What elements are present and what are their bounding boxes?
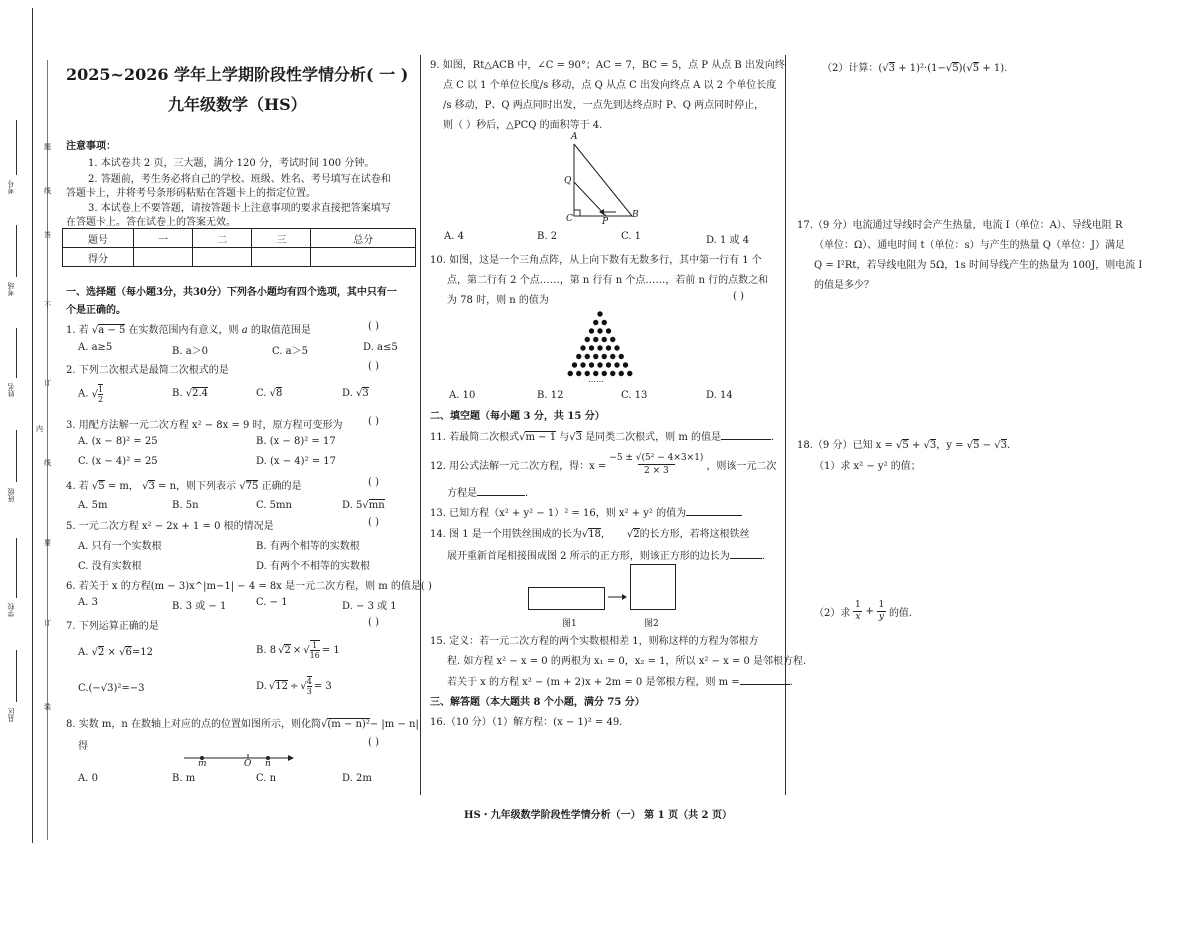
q9-label-p: P bbox=[602, 217, 609, 227]
q18-frac1-den: x bbox=[855, 612, 861, 622]
q7-d-div: ÷ bbox=[289, 680, 299, 692]
q16-part2-b: + 1)²·(1− bbox=[895, 63, 946, 74]
q10-line-2: 点，第二行有 2 个点……，第 n 行有 n 个点……，若前 n 行的点数之和 bbox=[447, 275, 769, 286]
q5-stem: 5. 一元二次方程 x² − 2x + 1 = 0 根的情况是 bbox=[66, 521, 274, 532]
q11-stem-c: 是同类二次根式，则 m 的值是 bbox=[585, 432, 722, 443]
q8-axis-arrow bbox=[288, 755, 294, 761]
q1-option-c: C. a＞5 bbox=[272, 346, 308, 357]
q7-a-rad1: 2 bbox=[97, 647, 105, 658]
q10-dot bbox=[602, 337, 607, 342]
q7-d-frac-den: 3 bbox=[306, 687, 312, 696]
q7-b-result: = 1 bbox=[321, 644, 340, 656]
margin-label-county: 县区 bbox=[7, 708, 15, 722]
cut-char-4: 不 bbox=[44, 301, 51, 309]
q12-stem bbox=[430, 452, 776, 477]
q14-figure2-square bbox=[630, 564, 676, 610]
q15-line-1: 15. 定义：若一元二次方程的两个实数根相差 1，则称这样的方程为邻根方 bbox=[430, 636, 759, 647]
q12-frac-den: 2 × 3 bbox=[638, 464, 675, 477]
q18-plus: + bbox=[911, 440, 921, 451]
q1-stem-b: 在实数范围内有意义，则 bbox=[128, 325, 239, 336]
q17-line-3: Q = I²Rt，若导线电阻为 5Ω，1s 时间导线产生的热量为 100J，则电流 I bbox=[814, 260, 1143, 271]
q7-a-rad2: 6 bbox=[125, 647, 132, 658]
q7-option-c bbox=[78, 683, 145, 694]
q18-rad4: 3 bbox=[1000, 440, 1007, 451]
q10-dot bbox=[610, 354, 615, 359]
q3-answer-paren: ( ) bbox=[368, 416, 379, 427]
q8-answer-paren: ( ) bbox=[368, 737, 379, 748]
q4-option-b: B. 5n bbox=[172, 500, 199, 511]
q8-option-a: A. 0 bbox=[78, 773, 98, 784]
q14-stem-cont: 展开重新首尾相接围成图 2 所示的正方形，则该正方形的边长为 . bbox=[447, 551, 765, 562]
q9-label-q: Q bbox=[564, 176, 572, 186]
q10-dot bbox=[580, 362, 585, 367]
q10-dot bbox=[593, 354, 598, 359]
q1-stem-c: 的取值范围是 bbox=[250, 325, 311, 336]
q8-label-m: m bbox=[198, 759, 207, 769]
q10-dot bbox=[576, 371, 581, 376]
q17-line-2: （单位：Ω）、通电时间 t（单位：s）与产生的热量 Q（单位：J）满足 bbox=[814, 240, 1126, 251]
q6-stem: 6. 若关于 x 的方程(m − 3)x^|m−1| − 4 = 8x 是一元二次方程，则 m 的值是( ) bbox=[66, 581, 432, 592]
q17-line-1: 17.（9 分）电流通过导线时会产生热量，电流 I（单位：A）、导线电阻 R bbox=[797, 220, 1123, 231]
q8-option-d: D. 2m bbox=[342, 773, 372, 784]
q10-dot bbox=[614, 362, 619, 367]
q14-rad1: 18 bbox=[588, 529, 601, 540]
q9-option-c: C. 1 bbox=[621, 231, 642, 242]
cut-char-2: 线 bbox=[44, 187, 51, 195]
q4-option-d-radicand: mn bbox=[368, 500, 385, 511]
q10-dot bbox=[619, 371, 624, 376]
q14-stem-a: 14. 图 1 是一个用铁丝围成的长为 bbox=[430, 529, 582, 540]
cut-char-1: 题 bbox=[44, 143, 51, 151]
cut-char-10: 装 bbox=[44, 703, 51, 711]
q18-stem: 18.（9 分）已知 x = √5 + √3，y = √5 − √3. bbox=[797, 440, 1011, 451]
q7-option-d-label: D. bbox=[256, 680, 267, 692]
q1-stem bbox=[66, 321, 311, 336]
q1-option-d: D. a≤5 bbox=[363, 342, 398, 353]
q2-answer-paren: ( ) bbox=[368, 361, 379, 372]
q10-dot bbox=[580, 345, 585, 350]
q6-option-b: B. 3 或 − 1 bbox=[172, 601, 227, 612]
q7-b-frac-den: 16 bbox=[309, 651, 320, 660]
q1-sqrt: √a − 5 bbox=[91, 325, 126, 336]
q16-part2-d: + 1). bbox=[979, 63, 1008, 74]
q5-option-a: A. 只有一个实数根 bbox=[78, 541, 162, 552]
q7-option-a: A. √2 × √6=12 bbox=[78, 647, 153, 658]
q1-stem-a: 1. 若 bbox=[66, 325, 89, 336]
q10-line-1: 10. 如图，这是一个三角点阵，从上向下数有无数多行，其中第一行有 1 个 bbox=[430, 255, 762, 266]
q7-b-times: × bbox=[292, 644, 302, 656]
q10-dot bbox=[585, 337, 590, 342]
q16-part2-rad2: 5 bbox=[952, 63, 959, 74]
q12-stem-cont: 方程是 . bbox=[447, 488, 529, 499]
q7-option-d: D. √12 ÷ √ $\frac{4}{3}$ = 3 bbox=[256, 677, 332, 696]
score-table-row bbox=[63, 248, 416, 267]
q7-d-rad1: 12 bbox=[275, 680, 288, 692]
q2-option-a-label: A. bbox=[78, 388, 89, 400]
q7-c-expr: (−√3)²=−3 bbox=[88, 683, 145, 694]
q2-option-d-radicand: 3 bbox=[362, 388, 369, 399]
score-cell bbox=[252, 248, 311, 267]
binding-outer-line bbox=[32, 8, 33, 843]
q8-stem-b: − |m − n| bbox=[369, 719, 419, 730]
score-row-label: 得分 bbox=[63, 248, 134, 267]
q15-line-3: 若关于 x 的方程 x² − (m + 2)x + 2m = 0 是邻根方程，则 m = . bbox=[447, 677, 793, 688]
score-table-header-row bbox=[63, 229, 416, 248]
q18-part1: （1）求 x² − y² 的值； bbox=[814, 461, 921, 472]
score-cell bbox=[193, 248, 252, 267]
q10-dot bbox=[606, 345, 611, 350]
margin-fill-line-1 bbox=[16, 120, 17, 175]
q14-figure1-caption: 图1 bbox=[562, 619, 577, 629]
q10-dot bbox=[614, 345, 619, 350]
q9-line-3: /s 移动，P、Q 两点同时出发，一点先到达终点时 P、Q 两点同时停止， bbox=[443, 100, 765, 111]
q10-dot bbox=[610, 337, 615, 342]
q8-option-b: B. m bbox=[172, 773, 196, 784]
q1-option-b: B. a＞0 bbox=[172, 346, 209, 357]
q12-stem-b: ，则该一元二次 bbox=[706, 461, 777, 472]
q7-stem: 7. 下列运算正确的是 bbox=[66, 621, 159, 632]
margin-label-name: 姓名 bbox=[7, 383, 15, 397]
q2-option-a-sqrt: √ $\frac{1}{2}$ bbox=[91, 385, 104, 404]
q4-stem-d: 正确的是 bbox=[261, 481, 302, 492]
q16-part1: 16.（10 分）（1）解方程：(x − 1)² = 49. bbox=[430, 717, 623, 728]
q10-dot bbox=[597, 362, 602, 367]
q7-option-b: B. 8 √2 × √ $\frac{1}{16}$ = 1 bbox=[256, 641, 340, 660]
q14-stem-b: ， bbox=[600, 529, 611, 540]
q4-answer-paren: ( ) bbox=[368, 477, 379, 488]
q18-frac1-num: 1 bbox=[855, 600, 861, 610]
q10-answer-paren: ( ) bbox=[733, 291, 744, 302]
q4-rad-3: 75 bbox=[245, 481, 259, 492]
notice-item-2: 2. 答题前，考生务必将自己的学校、班级、姓名、考号填写在试卷和 bbox=[88, 174, 391, 185]
q2-option-d-label: D. bbox=[342, 388, 353, 399]
q3-stem: 3. 用配方法解一元二次方程 x² − 8x = 9 时，原方程可变形为 bbox=[66, 420, 343, 431]
q9-line-4: 则（ ）秒后，△PCQ 的面积等于 4. bbox=[443, 120, 603, 131]
margin-label-exam-no: 考号 bbox=[7, 180, 15, 194]
q2-option-b-radicand: 2.4 bbox=[192, 388, 208, 399]
q10-dot bbox=[623, 362, 628, 367]
q10-dots-continue: …… bbox=[588, 375, 604, 384]
cut-char-8: 要 bbox=[44, 539, 51, 547]
q3-option-d: D. (x − 4)² = 17 bbox=[256, 456, 337, 467]
q12-stem-a: 12. 用公式法解一元二次方程，得：x = bbox=[430, 461, 607, 472]
q11-answer-blank[interactable] bbox=[721, 439, 771, 440]
q11-stem: 11. 若最简二次根式√m − 1 与√3 是同类二次根式，则 m 的值是 . bbox=[430, 432, 775, 443]
q11-stem-b: 与 bbox=[559, 432, 570, 443]
q7-a-times: × bbox=[107, 647, 116, 658]
score-cell bbox=[134, 248, 193, 267]
margin-fill-line-4 bbox=[16, 430, 17, 482]
q2-frac-num: 1 bbox=[97, 385, 104, 394]
q10-dot bbox=[568, 371, 573, 376]
q16-part2-c: )( bbox=[958, 63, 967, 74]
q10-dot bbox=[585, 354, 590, 359]
margin-fill-line-3 bbox=[16, 328, 17, 378]
q4-option-a: A. 5m bbox=[78, 500, 108, 511]
q7-b-rad1: 2 bbox=[284, 644, 291, 656]
margin-fill-line-2 bbox=[16, 225, 17, 277]
q3-option-a: A. (x − 8)² = 25 bbox=[78, 436, 158, 447]
margin-label-class: 班级 bbox=[7, 488, 15, 502]
score-header-cell: 总分 bbox=[311, 229, 416, 248]
q14-answer-blank[interactable] bbox=[730, 558, 762, 559]
q7-d-frac-num: 4 bbox=[306, 677, 312, 686]
q10-dot bbox=[589, 328, 594, 333]
q10-option-b: B. 12 bbox=[537, 390, 564, 401]
q4-option-d: D. 5√mn bbox=[342, 500, 385, 511]
q10-dot bbox=[572, 362, 577, 367]
q9-side-ab bbox=[574, 144, 632, 216]
q2-stem: 2. 下列二次根式是最简二次根式的是 bbox=[66, 365, 229, 376]
margin-label-exam-room: 考场 bbox=[7, 282, 15, 296]
score-cell bbox=[311, 248, 416, 267]
notice-item-3b: 在答题卡上。答在试卷上的答案无效。 bbox=[66, 217, 236, 228]
q2-option-a bbox=[78, 384, 103, 404]
q10-dot bbox=[606, 328, 611, 333]
q16-part2-rad3: 5 bbox=[972, 63, 980, 74]
q7-option-c-label: C. bbox=[78, 683, 89, 694]
notice-item-2b: 答题卡上，并将考号条形码粘贴在答题卡上的指定位置。 bbox=[66, 188, 316, 199]
q4-option-c: C. 5mn bbox=[256, 500, 292, 511]
q9-label-a: A bbox=[571, 132, 578, 142]
q12-frac-num: −5 ± √(5² − 4×3×1) bbox=[609, 453, 704, 463]
q10-dot bbox=[597, 328, 602, 333]
q4-stem-b: = m， bbox=[107, 481, 139, 492]
cut-char-3: 答 bbox=[44, 231, 51, 239]
exam-subtitle: 九年级数学（HS） bbox=[168, 95, 307, 114]
q1-option-a: A. a≥5 bbox=[78, 342, 113, 353]
q1-answer-paren: ( ) bbox=[368, 321, 379, 332]
q9-option-a: A. 4 bbox=[444, 231, 464, 242]
margin-fill-line-5 bbox=[16, 538, 17, 598]
q12-stem-c: 方程是 bbox=[447, 488, 477, 499]
q17-line-4: 的值是多少？ bbox=[814, 280, 874, 291]
q7-option-b-label: B. 8 bbox=[256, 644, 277, 656]
q12-answer-blank[interactable] bbox=[477, 495, 525, 496]
score-header-cell: 一 bbox=[134, 229, 193, 248]
q10-dot bbox=[576, 354, 581, 359]
q14-rad2: 2 bbox=[633, 529, 640, 540]
q10-dot bbox=[589, 345, 594, 350]
q10-dot bbox=[602, 354, 607, 359]
q13-stem bbox=[430, 504, 742, 519]
q2-option-b: B. √2.4 bbox=[172, 388, 208, 399]
q18-rad1: 5 bbox=[902, 440, 909, 451]
q2-frac-den: 2 bbox=[97, 395, 104, 404]
q5-option-b: B. 有两个相等的实数根 bbox=[256, 541, 360, 552]
exam-title: 2025~2026 学年上学期阶段性学情分析( 一 ) bbox=[66, 65, 409, 84]
q14-stem: 14. 图 1 是一个用铁丝围成的长为√18， √2的长方形，若将这根铁丝 bbox=[430, 529, 750, 540]
q18-part2-a: （2）求 bbox=[814, 608, 851, 619]
q18-part2 bbox=[814, 600, 912, 623]
section2-title: 二、填空题（每小题 3 分，共 15 分） bbox=[430, 411, 605, 422]
q4-stem-a: 4. 若 bbox=[66, 481, 89, 492]
q2-option-b-label: B. bbox=[172, 388, 183, 399]
q8-stem: 8. 实数 m，n 在数轴上对应的点的位置如图所示，则化简√(m − n)²− |m − n| bbox=[66, 719, 419, 730]
q4-rad-2: 3 bbox=[148, 481, 155, 492]
q7-option-a-label: A. bbox=[78, 647, 89, 658]
q8-label-o: O bbox=[244, 759, 252, 769]
margin-fill-line-6 bbox=[16, 650, 17, 702]
q4-rad-1: 5 bbox=[98, 481, 105, 492]
q10-option-d: D. 14 bbox=[706, 390, 733, 401]
score-header-cell: 三 bbox=[252, 229, 311, 248]
q18-rad3: 5 bbox=[973, 440, 980, 451]
q4-option-d-label: D. 5 bbox=[342, 500, 363, 511]
q10-dot bbox=[593, 320, 598, 325]
q10-option-c: C. 13 bbox=[621, 390, 648, 401]
q10-option-a: A. 10 bbox=[449, 390, 476, 401]
q18-part2-c: 的值. bbox=[888, 608, 913, 619]
q9-line-2: 点 C 以 1 个单位长度/s 移动，点 Q 从点 C 出发向终点 A 以 2 个单位长度 bbox=[443, 80, 777, 91]
q10-dot bbox=[610, 371, 615, 376]
q15-answer-blank[interactable] bbox=[740, 684, 790, 685]
q18-stem-c: . bbox=[1006, 440, 1011, 451]
q10-dot bbox=[619, 354, 624, 359]
page-footer: HS・九年级数学阶段性学情分析（一） 第 1 页（共 2 页） bbox=[464, 810, 732, 821]
q14-arrow bbox=[608, 592, 628, 602]
q4-stem: 4. 若 √5 = m， √3 = n，则下列表示 √75 正确的是 bbox=[66, 481, 302, 492]
q2-option-c: C. √8 bbox=[256, 388, 283, 399]
q2-option-d: D. √3 bbox=[342, 388, 369, 399]
q8-label-n: n bbox=[265, 759, 271, 769]
q6-option-c: C. − 1 bbox=[256, 597, 288, 608]
q14-stem-c: 的长方形，若将这根铁丝 bbox=[639, 529, 750, 540]
q18-stem-a: 18.（9 分）已知 x = bbox=[797, 440, 893, 451]
cut-char-9: 订 bbox=[44, 619, 51, 627]
cut-char-7: 线 bbox=[44, 459, 51, 467]
q7-answer-paren: ( ) bbox=[368, 617, 379, 628]
q9-option-b: B. 2 bbox=[537, 231, 558, 242]
q9-label-b: B bbox=[632, 210, 639, 220]
section3-title: 三、解答题（本大题共 8 个小题，满分 75 分） bbox=[430, 697, 645, 708]
margin-label-school: 学校 bbox=[7, 603, 15, 617]
score-header-cell: 二 bbox=[193, 229, 252, 248]
q15-line-2: 程. 如方程 x² − x = 0 的两根为 x₁ = 0，x₂ = 1，所以 x² − x = 0 是邻根方程. bbox=[447, 656, 807, 667]
q9-line-1: 9. 如图，Rt△ACB 中，∠C = 90°；AC = 7，BC = 5，点 P 从点 B 出发向终 bbox=[430, 60, 785, 71]
q5-option-c: C. 没有实数根 bbox=[78, 561, 142, 572]
q16-part2-rad1: 3 bbox=[888, 63, 896, 74]
cut-char-5: 订 bbox=[44, 379, 51, 387]
q16-part2: （2）计算：(√3 + 1)²·(1−√5)(√5 + 1). bbox=[822, 63, 1008, 74]
q5-answer-paren: ( ) bbox=[368, 517, 379, 528]
q8-option-c: C. n bbox=[256, 773, 277, 784]
q13-answer-blank[interactable] bbox=[686, 515, 742, 516]
q5-option-d: D. 有两个不相等的实数根 bbox=[256, 561, 371, 572]
q4-stem-c: = n，则下列表示 bbox=[158, 481, 237, 492]
cut-char-6: 内 bbox=[36, 425, 43, 433]
q11-stem-a: 11. 若最简二次根式 bbox=[430, 432, 520, 443]
q1-var: a bbox=[241, 325, 248, 336]
notice-title: 注意事项： bbox=[66, 141, 116, 152]
q18-frac2-num: 1 bbox=[878, 600, 885, 610]
q10-dot bbox=[597, 311, 602, 316]
q9-option-d: D. 1 或 4 bbox=[706, 235, 750, 246]
q18-stem-b: ，y = bbox=[936, 440, 964, 451]
q16-part2-a: （2）计算：( bbox=[822, 63, 883, 74]
q7-d-result: = 3 bbox=[313, 680, 332, 692]
q14-figure2-caption: 图2 bbox=[644, 619, 659, 629]
section1-title: 一、选择题（每小题3分，共30分）下列各小题均有四个选项，其中只有一 bbox=[66, 287, 397, 298]
q10-dot bbox=[593, 337, 598, 342]
q6-option-d: D. − 3 或 1 bbox=[342, 601, 397, 612]
q8-stem-cont: 得 bbox=[78, 741, 88, 752]
score-header-cell: 题号 bbox=[63, 229, 134, 248]
q18-minus: − bbox=[982, 440, 992, 451]
q14-stem-d: 展开重新首尾相接围成图 2 所示的正方形，则该正方形的边长为 bbox=[447, 551, 730, 562]
q14-figure1-rectangle bbox=[528, 587, 605, 610]
q6-option-a: A. 3 bbox=[78, 597, 98, 608]
q7-b-frac-num: 1 bbox=[312, 641, 318, 650]
q10-dot-triangle bbox=[550, 310, 650, 380]
q9-right-angle-mark bbox=[574, 210, 580, 216]
q10-dot bbox=[606, 362, 611, 367]
q15-line-3-text: 若关于 x 的方程 x² − (m + 2)x + 2m = 0 是邻根方程，则 m = bbox=[447, 677, 740, 688]
q10-dot bbox=[602, 320, 607, 325]
q9-label-c: C bbox=[566, 214, 573, 224]
q10-line-3: 为 78 时，则 n 的值为 bbox=[447, 295, 549, 306]
binding-inner-line bbox=[47, 60, 48, 840]
q7-a-result: =12 bbox=[131, 647, 153, 658]
q10-dot bbox=[589, 362, 594, 367]
q3-option-c: C. (x − 4)² = 25 bbox=[78, 456, 158, 467]
q11-rad2: 3 bbox=[575, 432, 582, 443]
q18-frac2-den: y bbox=[878, 612, 884, 622]
q10-dot bbox=[627, 371, 632, 376]
q8-stem-a: 8. 实数 m，n 在数轴上对应的点的位置如图所示，则化简 bbox=[66, 719, 321, 730]
q8-radicand: (m − n)² bbox=[327, 719, 370, 730]
q10-dot bbox=[597, 345, 602, 350]
q1-radicand: a − 5 bbox=[98, 325, 126, 336]
q3-option-b: B. (x − 8)² = 17 bbox=[256, 436, 336, 447]
notice-item-3: 3. 本试卷上不要答题，请按答题卡上注意事项的要求直接把答案填写 bbox=[88, 203, 391, 214]
q13-text: 13. 已知方程（x² + y² − 1）² = 16，则 x² + y² 的值为 bbox=[430, 508, 687, 519]
q11-rad1: m − 1 bbox=[525, 432, 557, 443]
q2-option-c-label: C. bbox=[256, 388, 267, 399]
column-divider-1 bbox=[420, 55, 421, 795]
section1-title-cont: 个是正确的。 bbox=[66, 305, 126, 316]
q18-part2-plus: + bbox=[865, 606, 874, 617]
notice-item-1: 1. 本试卷共 2 页，三大题，满分 120 分，考试时间 100 分钟。 bbox=[88, 158, 375, 169]
q2-option-c-radicand: 8 bbox=[276, 388, 283, 399]
score-table bbox=[62, 228, 416, 267]
q18-rad2: 3 bbox=[929, 440, 937, 451]
